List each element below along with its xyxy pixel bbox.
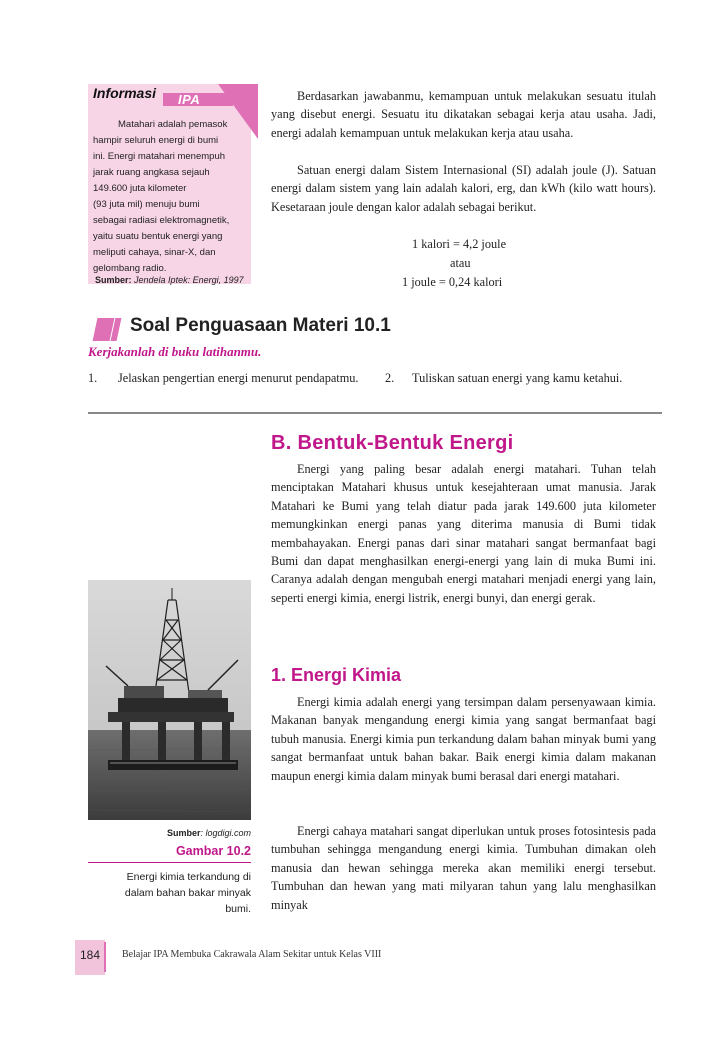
intro-paragraph-2: Satuan energi dalam Sistem Internasional (SI) adalah joule (J). Satuan energi dalam sistem yang lain adalah kalori, erg, dan kWh (kilo watt hours). Kesetaraan joule dengan kalor adalah sebagai berikut. [271,163,656,214]
equation-1: 1 kalori = 4,2 joule [412,237,507,251]
question-2-number: 2. [385,371,395,385]
subsection-1-title: 1. Energi Kimia [271,665,402,685]
figure-caption-line: bumi. [225,903,251,915]
figure-caption-line: dalam bahan bakar minyak [124,887,251,899]
info-source-label: Sumber: [95,275,132,285]
soal-title: Soal Penguasaan Materi 10.1 [130,315,391,336]
section-b-title: B. Bentuk-Bentuk Energi [271,432,514,454]
question-1-text [118,369,370,388]
figure-caption-line: Energi kimia terkandung di [126,871,251,883]
info-line: Matahari adalah pemasok [118,119,228,130]
divider [88,412,662,414]
info-line: sebagai radiasi elektromagnetik, [93,215,230,226]
question-2-text: Tuliskan satuan energi yang kamu ketahui. [412,371,623,385]
info-line: hampir seluruh energi di bumi [93,135,219,146]
info-line: yaitu suatu bentuk energi yang [93,231,223,242]
figure-source-text: : logdigi.com [200,828,251,838]
info-line: gelombang radio. [93,263,167,274]
oil-rig-photo [88,580,251,820]
info-source-text: Jendela Iptek: Energi, 1997 [134,275,244,285]
question-1-label: Jelaskan pengertian energi menurut pendapatmu. [118,371,359,385]
equation-or: atau [450,256,471,270]
figure-label: Gambar 10.2 [175,844,251,858]
figure-source [88,828,251,838]
subsection-1-paragraph-2: Energi cahaya matahari sangat diperlukan untuk proses fotosintesis pada tumbuhan sehingga mengandung energi kimia. Tumbuhan dimakan oleh manusia dan hewan sehingga mereka akan memiliki energi tersebut. Tumbuhan dan hewan yang mati milyaran tahun yang lalu menghasilkan minyak [271,824,656,912]
info-line: 149.600 juta kilometer [93,183,187,194]
section-b-paragraph: Energi yang paling besar adalah energi matahari. Tuhan telah menciptakan Matahari khusus untuk kesejahteraan umat manusia. Jarak Matahari ke Bumi yang telah diatur pada jarak 149.600 juta kilometer memungkinkan energi panas yang diterima manusia di Bumi tidak membahayakan. Energi panas dari sinar matahari sangat bermanfaat bagi Bumi dan dapat menghasilkan energi-energi yang lain di muka Bumi ini. Caranya adalah dengan mengubah energi matahari menjadi energi yang lain, seperti energi kimia, energi listrik, energi bunyi, dan energi gerak. [271,462,656,605]
info-source [95,275,244,285]
footer-divider [104,942,106,972]
info-line: ini. Energi matahari menempuh [93,151,226,162]
figure-source-label: Sumber [166,828,201,838]
intro-paragraph-1: Berdasarkan jawabanmu, kemampuan untuk melakukan sesuatu itulah yang disebut energi. Sesuatu itu dikatakan sebagai kerja atau usaha. Jadi, energi adalah kemampuan untuk melakukan kerja atau usaha. [271,89,656,140]
info-line: (93 juta mil) menuju bumi [93,199,200,210]
equation-2: 1 joule = 0,24 kalori [402,275,503,289]
page-number: 184 [80,948,101,962]
info-title: Informasi [93,85,157,101]
info-tag: IPA [178,92,201,107]
soal-instruction: Kerjakanlah di buku latihanmu. [88,344,262,359]
figure-divider [88,862,251,863]
oil-rig-image [88,580,251,820]
info-line: meliputi cahaya, sinar-X, dan [93,247,216,258]
subsection-1-paragraph-1: Energi kimia adalah energi yang tersimpan dalam persenyawaan kimia. Makanan banyak mengandung energi kimia yang sangat bermanfaat bagi tubuh manusia. Energi kimia pun terkandung dalam bahan minyak bumi yang sangat bermanfaat untuk bahan bakar. Baik energi kimia dalam makanan maupun energi kimia dalam minyak bumi berasal dari energi matahari. [271,695,656,783]
book-title: Belajar IPA Membuka Cakrawala Alam Sekitar untuk Kelas VIII [122,949,382,960]
question-1-number: 1. [88,371,98,385]
info-line: jarak ruang angkasa sejauh [93,167,210,178]
